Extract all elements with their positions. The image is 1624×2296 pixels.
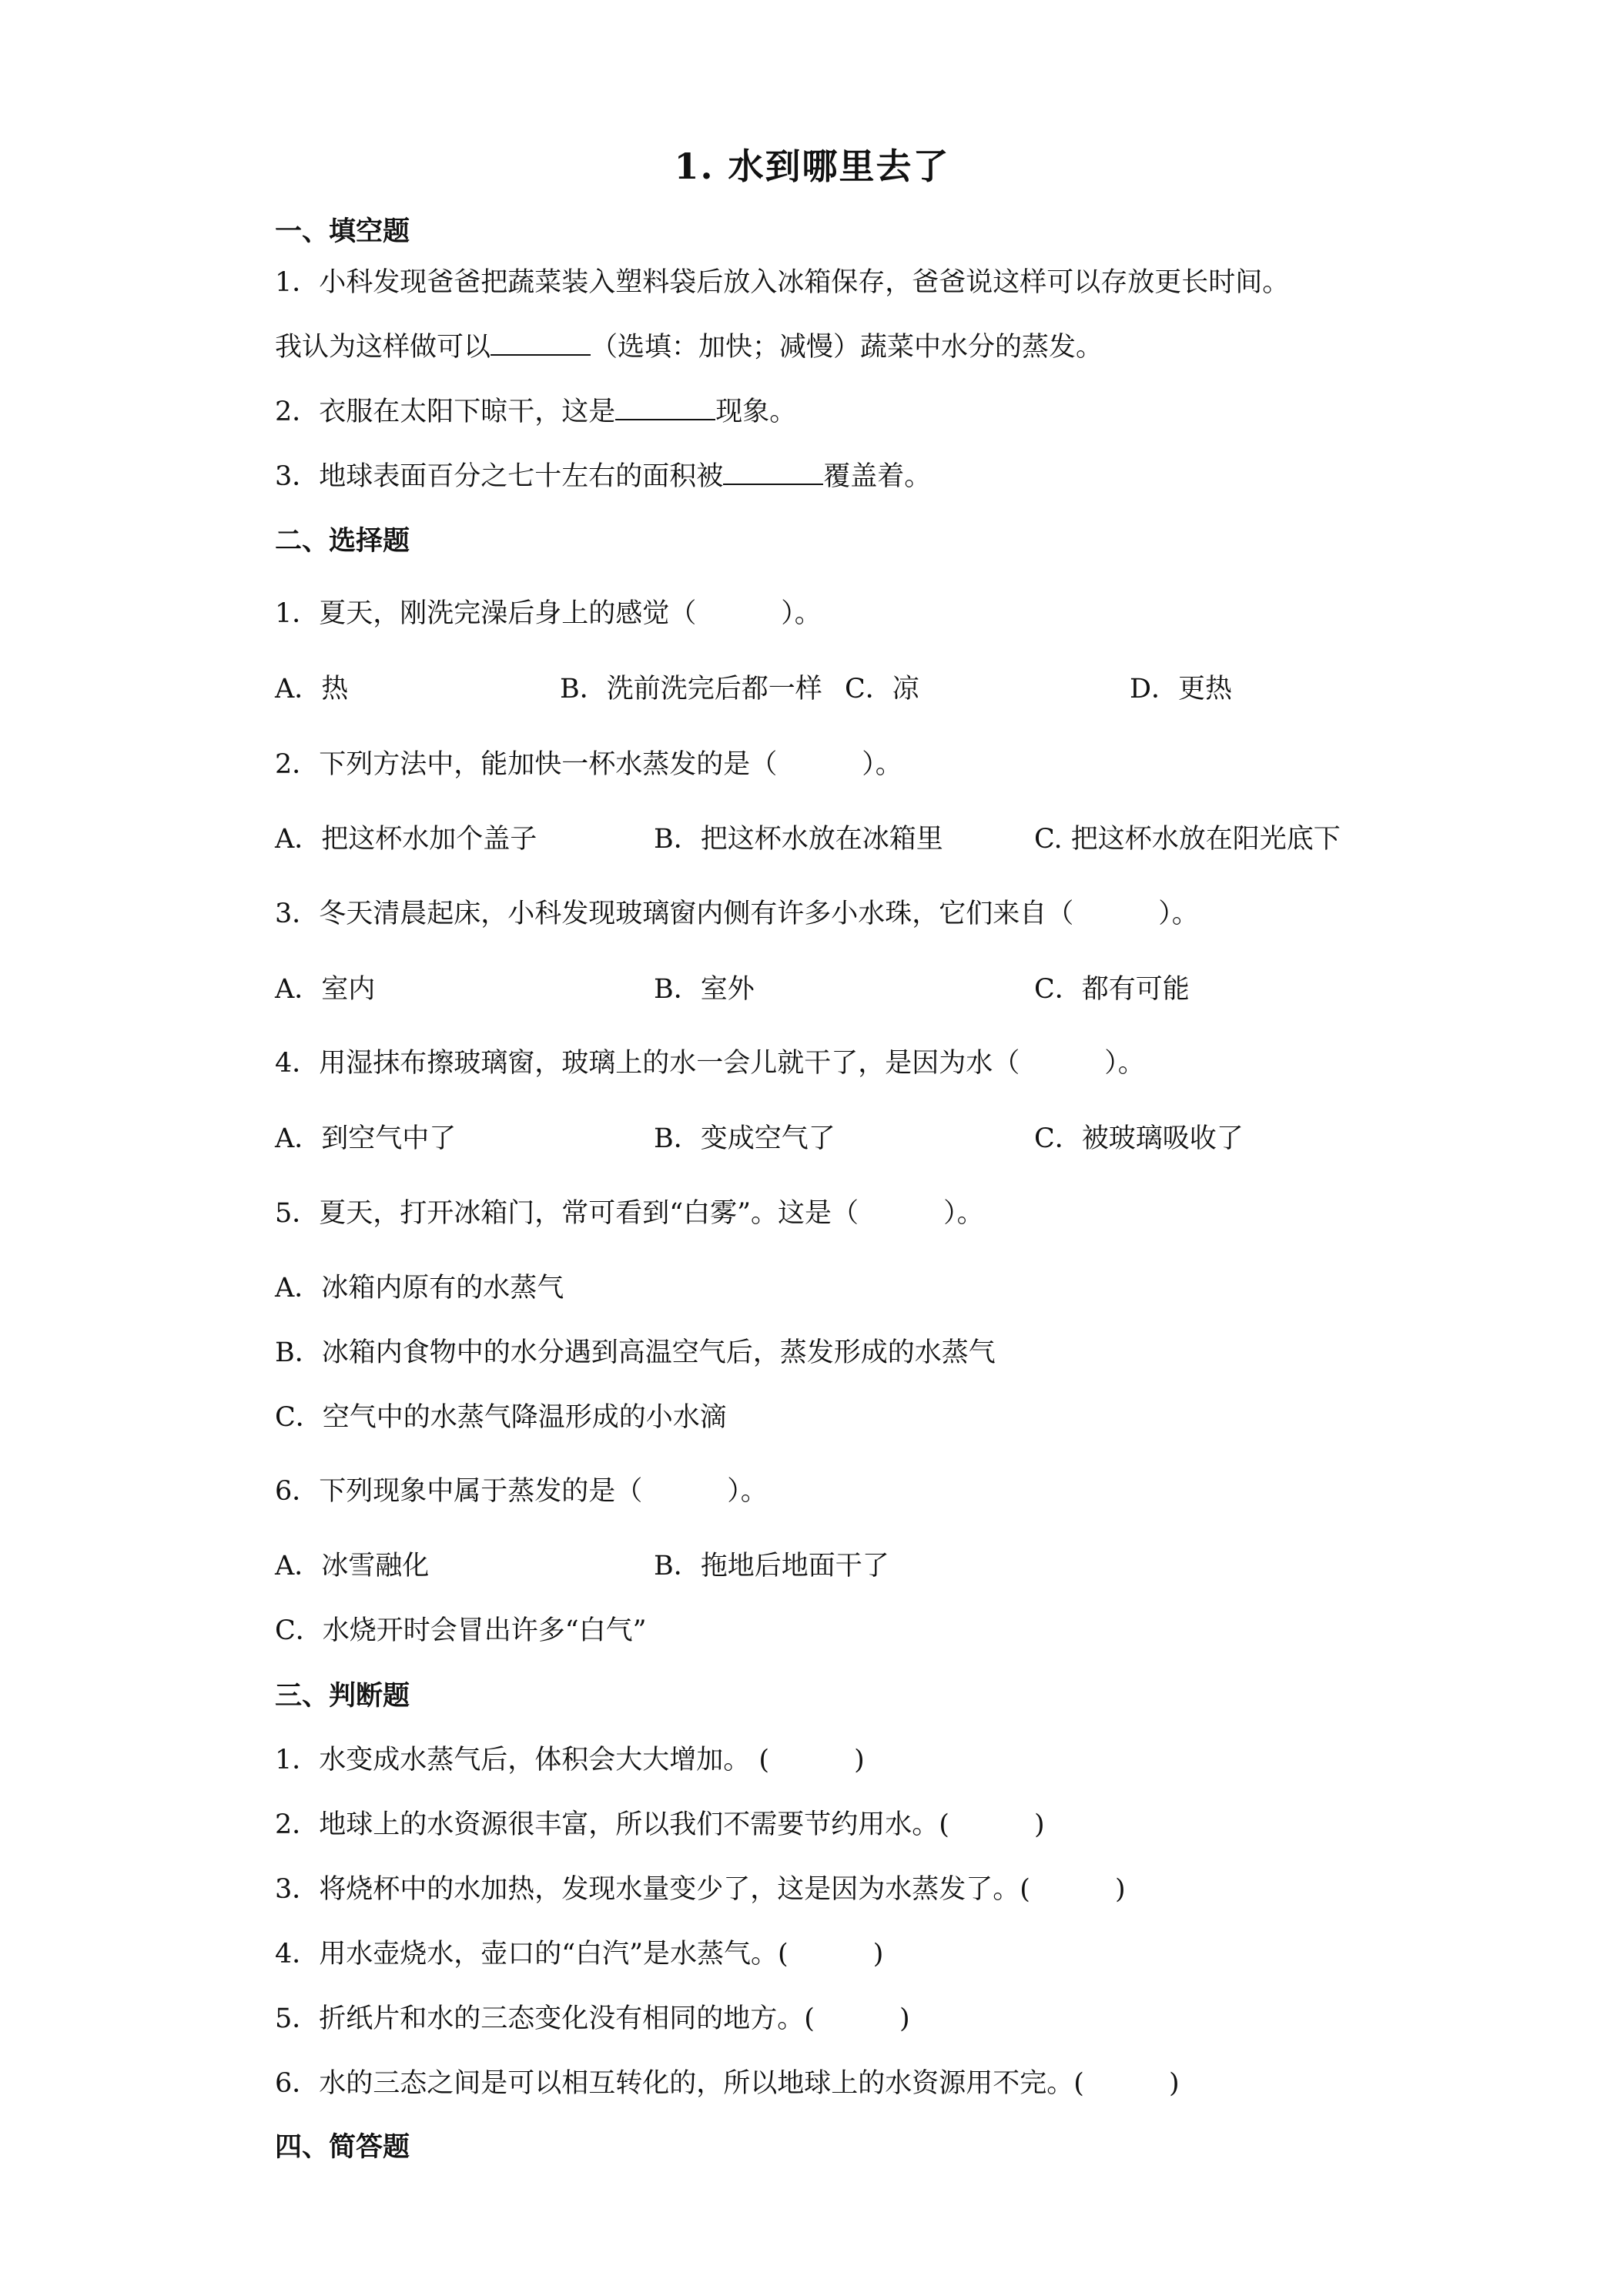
choice-q2-option-a[interactable]: A．把这杯水加个盖子: [275, 824, 537, 855]
fill-q1-pre: 我认为这样做可以: [275, 332, 491, 363]
choice-q5-pre: 5．夏天，打开冰箱门，常可看到“白雾”。这是（: [275, 1198, 859, 1229]
judge-q6: [275, 2067, 1180, 2100]
fill-q3: [275, 460, 931, 493]
choice-q6-pre: 6．下列现象中属于蒸发的是（: [275, 1476, 643, 1507]
fill-q1-blank[interactable]: [491, 331, 591, 356]
choice-q2-post: ）。: [862, 749, 902, 780]
choice-q1-option-d[interactable]: D．更热: [1130, 674, 1233, 705]
choice-q1-option-c[interactable]: C．凉: [845, 674, 919, 705]
judge-q1-post: ): [854, 1745, 865, 1776]
judge-q5: [275, 2003, 910, 2035]
judge-q3-post: ): [1114, 1874, 1126, 1905]
choice-q5-option-c[interactable]: C．空气中的水蒸气降温形成的小水滴: [275, 1402, 727, 1433]
choice-q1-option-a[interactable]: A．热: [275, 674, 349, 705]
choice-q5-option-b[interactable]: B．冰箱内食物中的水分遇到高温空气后，蒸发形成的水蒸气: [275, 1337, 996, 1368]
fill-q3-blank[interactable]: [723, 460, 823, 485]
choice-q4-pre: 4．用湿抹布擦玻璃窗，玻璃上的水一会儿就干了，是因为水（: [275, 1048, 1020, 1079]
judge-q2: [275, 1809, 1045, 1841]
fill-q3-post: 覆盖着。: [823, 461, 932, 492]
judge-q6-pre: 6．水的三态之间是可以相互转化的，所以地球上的水资源用不完。(: [275, 2068, 1084, 2099]
choice-q1-post: ）。: [781, 598, 822, 629]
judge-q3: [275, 1873, 1126, 1906]
choice-q3-pre: 3．冬天清晨起床，小科发现玻璃窗内侧有许多小水珠，它们来自（: [275, 899, 1074, 929]
judge-q1-pre: 1．水变成水蒸气后，体积会大大增加。 (: [275, 1745, 770, 1776]
choice-q5-post: ）。: [943, 1198, 984, 1229]
fill-q1-line1: 1．小科发现爸爸把蔬菜装入塑料袋后放入冰箱保存，爸爸说这样可以存放更长时间。: [275, 267, 1290, 298]
choice-q6: [275, 1475, 768, 1508]
choice-q2: [275, 748, 902, 781]
choice-q3-option-b[interactable]: B．室外: [654, 974, 755, 1005]
choice-q4: [275, 1047, 1145, 1079]
page-title: 1. 水到哪里去了: [674, 146, 950, 187]
choice-q6-option-a[interactable]: A．冰雪融化: [275, 1551, 430, 1581]
judge-q4: [275, 1938, 883, 1970]
fill-q1-line2: [275, 331, 1103, 363]
judge-q6-post: ): [1168, 2068, 1180, 2099]
judge-q4-post: ): [872, 1939, 884, 1970]
choice-q1-option-b[interactable]: B．洗前洗完后都一样: [560, 674, 822, 705]
judge-q1: [275, 1744, 865, 1776]
judge-q5-pre: 5．折纸片和水的三态变化没有相同的地方。(: [275, 2003, 815, 2034]
choice-q6-post: ）。: [727, 1476, 768, 1507]
choice-q1-pre: 1．夏天，刚洗完澡后身上的感觉（: [275, 598, 697, 629]
choice-q4-post: ）。: [1104, 1048, 1145, 1079]
choice-q5: [275, 1197, 984, 1230]
section-choice-heading: 二、选择题: [275, 525, 410, 557]
judge-q4-pre: 4．用水壶烧水，壶口的“白汽”是水蒸气。(: [275, 1939, 789, 1970]
choice-q2-pre: 2．下列方法中，能加快一杯水蒸发的是（: [275, 749, 778, 780]
judge-q2-post: ): [1033, 1809, 1045, 1840]
section-judge-heading: 三、判断题: [275, 1680, 410, 1712]
judge-q3-pre: 3．将烧杯中的水加热，发现水量变少了，这是因为水蒸发了。(: [275, 1874, 1030, 1905]
fill-q1-post: （选填：加快；减慢）蔬菜中水分的蒸发。: [591, 332, 1103, 363]
fill-q2-pre: 2．衣服在太阳下晾干，这是: [275, 397, 616, 427]
fill-q2-blank[interactable]: [615, 396, 715, 420]
choice-q4-option-a[interactable]: A．到空气中了: [275, 1123, 457, 1154]
choice-q4-option-b[interactable]: B．变成空气了: [654, 1123, 835, 1154]
fill-q2: [275, 396, 796, 428]
choice-q6-option-c[interactable]: C．水烧开时会冒出许多“白气”: [275, 1615, 647, 1646]
choice-q3-option-c[interactable]: C．都有可能: [1034, 974, 1190, 1005]
judge-q2-pre: 2．地球上的水资源很丰富，所以我们不需要节约用水。(: [275, 1809, 949, 1840]
section-fill-heading: 一、填空题: [275, 216, 410, 247]
judge-q5-post: ): [899, 2003, 910, 2034]
choice-q3: [275, 898, 1199, 930]
fill-q2-post: 现象。: [715, 397, 797, 427]
choice-q1: [275, 597, 822, 630]
section-short-heading: 四、简答题: [275, 2131, 410, 2163]
choice-q2-option-b[interactable]: B．把这杯水放在冰箱里: [654, 824, 943, 855]
choice-q3-option-a[interactable]: A．室内: [275, 974, 376, 1005]
choice-q3-post: ）。: [1158, 899, 1199, 929]
choice-q4-option-c[interactable]: C．被玻璃吸收了: [1034, 1123, 1244, 1154]
choice-q5-option-a[interactable]: A．冰箱内原有的水蒸气: [275, 1273, 564, 1304]
choice-q2-option-c[interactable]: C. 把这杯水放在阳光底下: [1034, 824, 1341, 855]
fill-q3-pre: 3．地球表面百分之七十左右的面积被: [275, 461, 724, 492]
choice-q6-option-b[interactable]: B．拖地后地面干了: [654, 1551, 889, 1581]
